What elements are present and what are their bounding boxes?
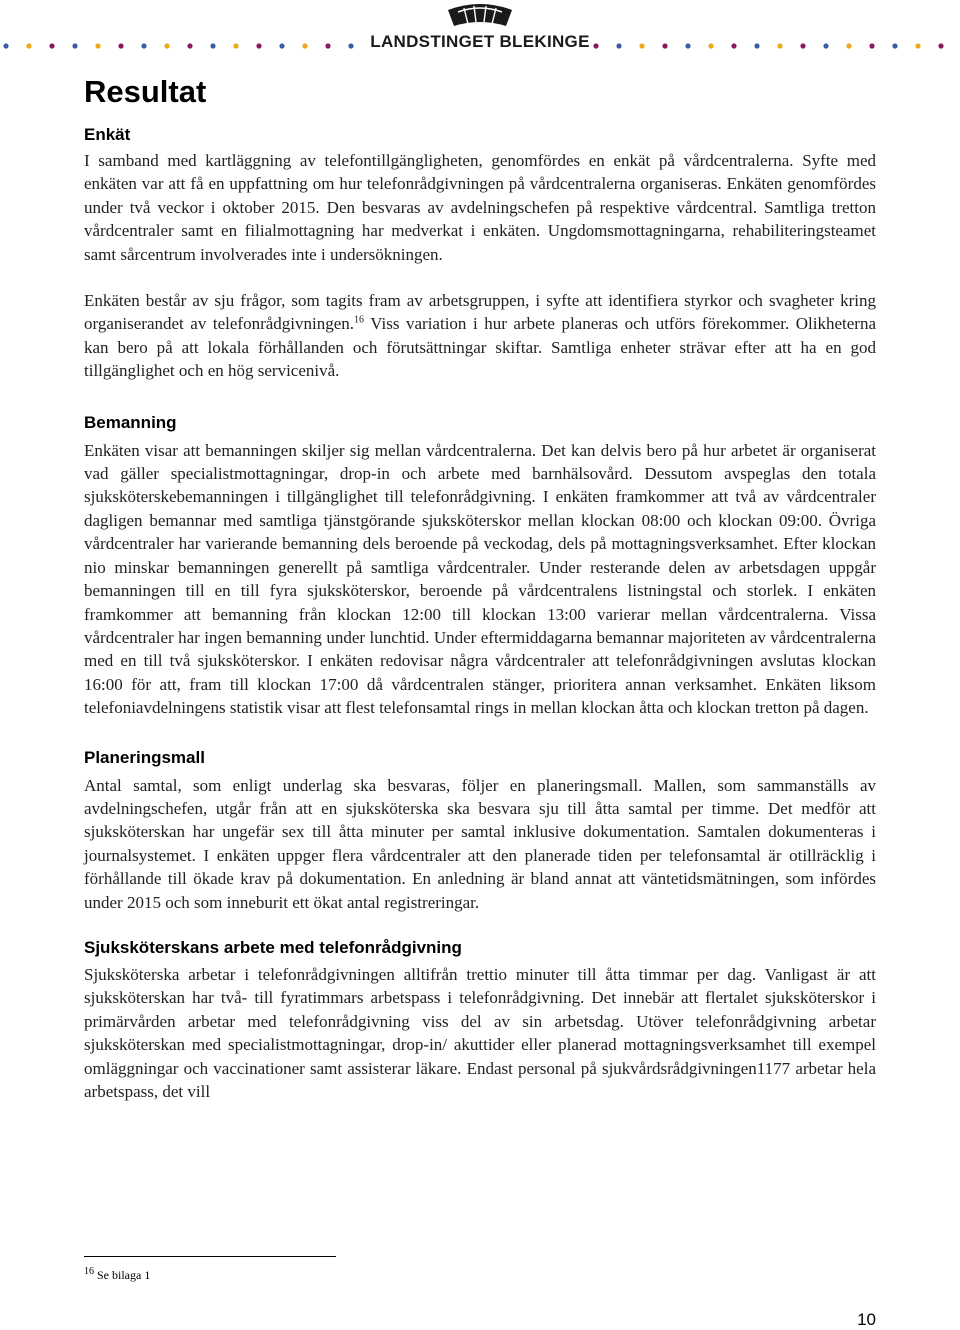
footnote-reference: 16 [354, 314, 365, 326]
footnote [84, 1268, 150, 1283]
paragraph-bemanning: Enkäten visar att bemanningen skiljer sig mellan vårdcentralerna. Det kan delvis bero på hur arbetet är organiserat vad gäller specialistmottagningar, drop-in och arbete med barnhälsovård. Dessutom avspeglas den totala sjuksköterskebemanningen i tillgänglighet till telefonrådgivning. I enkäten framkommer att två av vårdcentraler dagligen bemannar med samtliga tjänstgörande sjuksköterskor mellan klockan 08:00 och klockan 09:00. Övriga vårdcentraler har varierande bemanning dels beroende på veckodag, dels på mottagningsverksamhet. Efter klockan nio minskar bemanningen generellt på samtliga vårdcentraler. Under resterande delen av arbetsdagen uppgår bemanningen till en till fyra sjuksköterskor, beroende på vårdcentralens listningstal och storlek. I enkäten framkommer att bemanning från klockan 12:00 till klockan 13:00 varierar mellan vårdcentralerna. Vissa vårdcentraler har ingen bemanning under lunchtid. Under eftermiddagarna bemannar majoriteten av vårdcentralerna med en till två sjuksköterskor. I enkäten redovisar några vårdcentraler att telefonrådgivningen avslutas klockan 16:00 för att, fram till klockan 17:00 då vårdcentralen stänger, prioritera annan verksamhet. Enkäten liksom telefoniavdelningens statistik visar att flest telefonsamtal rings in mellan klockan åtta och klockan tretton på dagen. [84, 440, 876, 718]
decorative-dot [938, 43, 943, 48]
decorative-dot [164, 43, 169, 48]
decorative-dot [187, 43, 192, 48]
decorative-dot [777, 43, 782, 48]
decorative-dot [141, 43, 146, 48]
decorative-dot [49, 43, 54, 48]
section-heading-enkat: Enkät [84, 125, 131, 144]
section-heading-bemanning: Bemanning [84, 412, 177, 432]
decorative-dots-left [0, 42, 370, 50]
paragraph-sjukskoterskans-arbete: Sjuksköterska arbetar i telefonrådgivningen alltifrån trettio minuter till åtta timmar per dag. Vanligast är att sjuksköterskan har två- till fyratimmars arbetspass i telefonrådgivning. Det innebär att flertalet sjuksköterskor i primärvården arbetar med telefonrådgivning viss del av sin arbetsdag. Utöver telefonrådgivning arbetar sjuksköterskan med specialistmottagningar, drop-in/ akuttider eller planerad mottagningsverksamhet till exempel omläggningar och vaccinationer samt assisterar läkare. Endast personal på sjukvårdsrådgivningen1177 arbetar hela arbetspass, det vill [84, 964, 876, 1101]
decorative-dot [639, 43, 644, 48]
decorative-dot [800, 43, 805, 48]
section-heading-planeringsmall: Planeringsmall [84, 747, 205, 767]
decorative-dot [869, 43, 874, 48]
page-content [84, 72, 876, 1103]
decorative-dot [892, 43, 897, 48]
decorative-dot [593, 43, 598, 48]
decorative-dot [708, 43, 713, 48]
logo-text: LANDSTINGET BLEKINGE [370, 32, 590, 51]
decorative-dot [302, 43, 307, 48]
decorative-dot [26, 43, 31, 48]
paragraph-planeringsmall: Antal samtal, som enligt underlag ska besvaras, följer en planeringsmall. Mallen, som sammanställs av avdelningschefen, utgår från att en sjuksköterska ska besvara sju till åtta samtal per timme. Det medför att sjuksköterskan har ungefär sex till åtta minuter per samtal inklusive dokumentation. Samtalen dokumenteras i journalsystemet. I enkäten uppger flera vårdcentraler att den planerade tiden per telefonsamtal är otillräcklig i förhållande till ökade krav på dokumentation. En anledning är bland annat att väntetidsmätningen, som infördes under 2015 och som inneburit ett ökat antal registreringar. [84, 775, 876, 912]
page-number: 10 [857, 1310, 876, 1329]
decorative-dot [662, 43, 667, 48]
crown-emblem-icon [440, 0, 520, 32]
section-heading-sjukskoterskans-arbete: Sjuksköterskans arbete med telefonrådgivning [84, 937, 462, 957]
paragraph-enkat-2-after: Viss variation i hur arbete planeras och utförs förekommer. Olikheterna kan bero på att lokala förhållanden och förutsättningar skiftar. Samtliga enheter strävar efter att ha en god tillgänglighet och en hög servicenivå. [84, 314, 877, 381]
footnote-number: 16 [84, 1266, 94, 1277]
paragraph-enkat-2-before: Enkäten består av sju frågor, som tagits fram av arbetsgruppen, i syfte att identifiera styrkor och svagheter kring organiserandet av telefonrådgivningen. [84, 291, 876, 334]
page-title: Resultat [84, 74, 207, 109]
decorative-dot [616, 43, 621, 48]
decorative-dot [256, 43, 261, 48]
decorative-dot [3, 43, 8, 48]
decorative-dot [348, 43, 353, 48]
decorative-dot [210, 43, 215, 48]
page-header [0, 0, 960, 60]
paragraph-enkat-1: I samband med kartläggning av telefontillgängligheten, genomfördes en enkät på vårdcentralerna. Syfte med enkäten var att få en uppfattning om hur telefonrådgivningen på vårdcentralerna organiseras. Enkäten genomfördes under två veckor i oktober 2015. Den besvaras av avdelningschefen på respektive vårdcentral. Samtliga tretton vårdcentraler samt en filialmottagning har medverkat i enkäten. Ungdomsmottagningarna, rehabiliteringsteamet samt sårcentrum involverades inte i undersökningen. [84, 151, 876, 264]
decorative-dot [233, 43, 238, 48]
landstinget-blekinge-logo [370, 0, 590, 58]
decorative-dot [823, 43, 828, 48]
decorative-dot [915, 43, 920, 48]
decorative-dot [279, 43, 284, 48]
decorative-dot [95, 43, 100, 48]
footnote-text: Se bilaga 1 [94, 1268, 151, 1282]
decorative-dot [72, 43, 77, 48]
footnote-divider [84, 1256, 336, 1257]
decorative-dot [754, 43, 759, 48]
decorative-dot [325, 43, 330, 48]
decorative-dot [731, 43, 736, 48]
paragraph-enkat-2 [84, 289, 876, 383]
decorative-dot [685, 43, 690, 48]
decorative-dot [846, 43, 851, 48]
decorative-dots-right [590, 42, 960, 50]
decorative-dot [118, 43, 123, 48]
